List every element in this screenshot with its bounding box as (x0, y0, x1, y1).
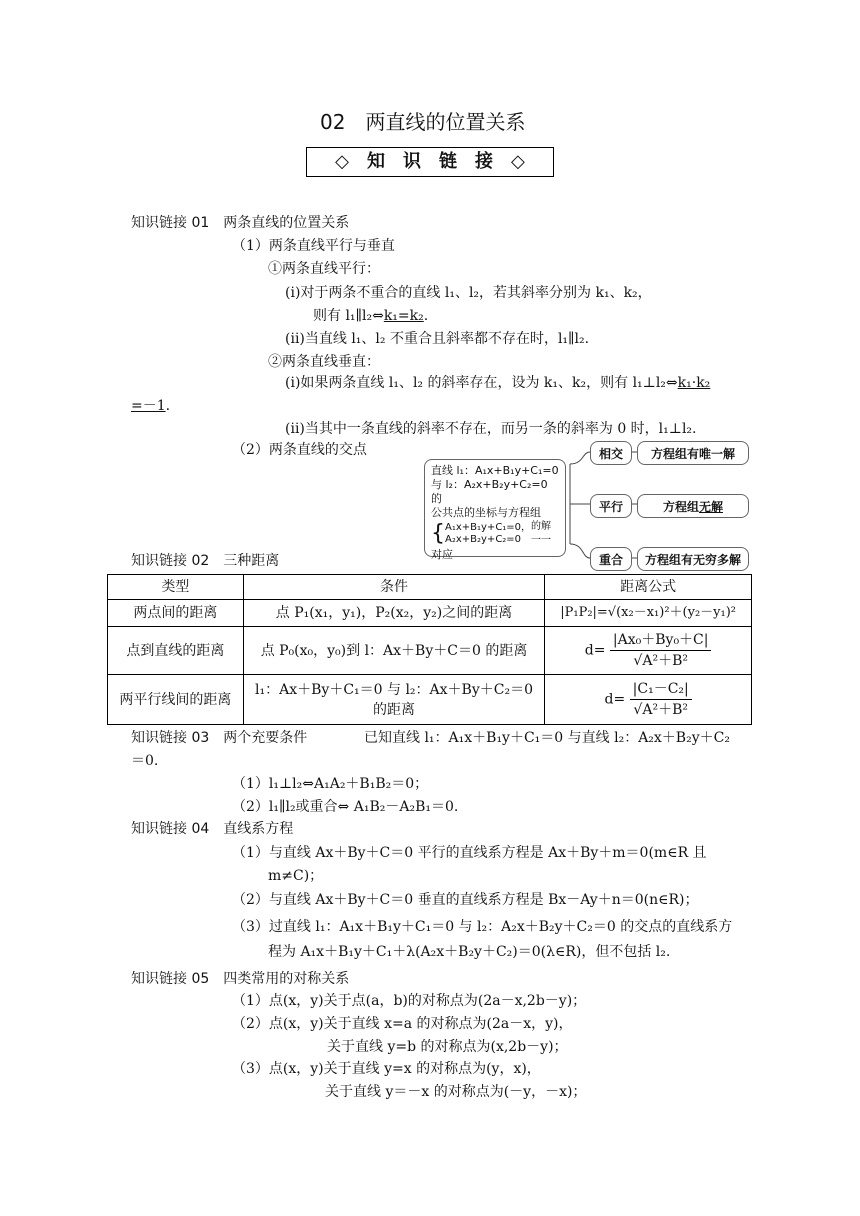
s1-p4-dot: . (423, 308, 429, 324)
s1-p4-text: 则有 l₁∥l₂⇔ (313, 308, 384, 324)
section-02-heading: 知识链接 02 三种距离 (131, 553, 280, 569)
td-cond (243, 675, 544, 725)
mm-result-parallel (637, 494, 749, 518)
s1-p9: (ⅱ)当其中一条直线的斜率不存在，而另一条的斜率为 0 时，l₁⊥l₂. (285, 421, 697, 437)
fraction-den: √A²＋B² (633, 653, 688, 669)
fraction-num: |C₁－C₂| (630, 679, 692, 700)
mm-node-coincide: 重合 (590, 547, 632, 571)
mindmap-center-box (424, 459, 566, 561)
mm-line-4: A₁x+B₁y+C₁=0， (445, 522, 532, 533)
td-type: 点到直线的距离 (108, 627, 244, 675)
td-cond-line2: 的距离 (373, 701, 415, 718)
s5-p3: （3）点(x，y)关于直线 y=x 的对称点为(y，x)， (232, 1061, 541, 1077)
table-row (108, 627, 752, 675)
s1-p3: (ⅰ)对于两条不重合的直线 l₁、l₂，若其斜率分别为 k₁、k₂， (285, 285, 652, 301)
formula-lhs: d= (604, 691, 626, 708)
s1-p8-underline: =－1 (131, 398, 166, 414)
s1-p8 (131, 396, 170, 416)
mm-system (431, 520, 559, 548)
s1-p5: (ⅱ)当直线 l₁、l₂ 不重合且斜率都不存在时，l₁∥l₂. (285, 331, 590, 347)
formula-lhs: d= (584, 642, 606, 659)
s5-p1: （1）点(x，y)关于点(a，b)的对称点为(2a－x,2b－y)； (232, 993, 587, 1009)
s5-p2: （2）点(x，y)关于直线 x=a 的对称点为(2a－x，y)， (232, 1016, 573, 1032)
td-cond: 点 P₁(x₁，y₁)，P₂(x₂，y₂)之间的距离 (243, 600, 544, 627)
s3-p2: （2）l₁∥l₂或重合⇔ A₁B₂－A₂B₁＝0. (232, 799, 459, 815)
s3-p1: （1）l₁⊥l₂⇔A₁A₂＋B₁B₂＝0； (232, 776, 429, 792)
td-formula (545, 675, 752, 725)
s4-p3: （3）过直线 l₁：A₁x＋B₁y＋C₁＝0 与 l₂：A₂x＋B₂y＋C₂＝0 的交点的直线系方 (232, 919, 733, 935)
s3-intro2: ＝0. (131, 753, 159, 769)
fraction-num: |Ax₀＋By₀＋C| (610, 630, 712, 651)
s1-p7-text: (ⅰ)如果两条直线 l₁、l₂ 的斜率存在，设为 k₁、k₂，则有 l₁⊥l₂⇔ (285, 375, 678, 391)
td-type: 两点间的距离 (108, 600, 244, 627)
s4-p1b: m≠C)； (268, 868, 324, 884)
td-formula: |P₁P₂|=√(x₂－x₁)²＋(y₂－y₁)² (545, 600, 752, 627)
fraction-den: √A²＋B² (633, 702, 688, 718)
fraction (610, 630, 712, 671)
section-01-heading: 知识链接 01 两条直线的位置关系 (131, 215, 350, 231)
th-formula: 距离公式 (545, 575, 752, 600)
s4-p2: （2）与直线 Ax＋By＋C＝0 垂直的直线系方程是 Bx－Ay＋n＝0(n∈R)； (232, 892, 699, 908)
table-header-row (108, 575, 752, 600)
table-row (108, 600, 752, 627)
mm-line-5: A₂x+B₂y+C₂=0 (445, 534, 522, 545)
mm-node-intersect: 相交 (590, 441, 632, 465)
s1-p1: （1）两条直线平行与垂直 (232, 238, 395, 254)
s1-p7 (285, 373, 710, 393)
s1-p7-underline: k₁·k₂ (677, 375, 711, 391)
mm-line-2: 与 l₂：A₂x+B₂y+C₂=0 的 (431, 478, 548, 505)
mm-tail: 的解一一 (531, 521, 552, 546)
mm-line-1: 直线 l₁：A₁x+B₁y+C₁=0 (431, 464, 559, 477)
td-formula (545, 627, 752, 675)
s1-p2: ①两条直线平行： (268, 261, 380, 277)
td-type: 两平行线间的距离 (108, 675, 244, 725)
s4-p1: （1）与直线 Ax＋By＋C＝0 平行的直线系方程是 Ax＋By＋m＝0(m∈R 且 (232, 845, 707, 861)
mm-result-parallel-text: 方程组 (662, 499, 699, 514)
s1-p8-dot: . (165, 398, 171, 414)
s5-p3b: 关于直线 y＝－x 的对称点为(－y，－x)； (325, 1084, 587, 1100)
th-type: 类型 (108, 575, 244, 600)
td-cond: 点 P₀(x₀，y₀)到 l：Ax＋By＋C＝0 的距离 (243, 627, 544, 675)
fraction (630, 679, 692, 720)
section-04-heading: 知识链接 04 直线系方程 (131, 821, 294, 837)
mm-system-eqs (445, 522, 531, 546)
mm-line-3: 公共点的坐标与方程组 (431, 506, 541, 519)
s1-p4-underline: k₁=k₂ (383, 308, 424, 324)
s1-p10: （2）两条直线的交点 (232, 442, 367, 458)
brace-icon: { (431, 521, 445, 546)
distance-table (107, 574, 752, 725)
td-cond-line1: l₁：Ax＋By＋C₁＝0 与 l₂：Ax＋By＋C₂＝0 (255, 681, 533, 698)
section-05-heading: 知识链接 05 四类常用的对称关系 (131, 971, 350, 987)
s5-p2b: 关于直线 y=b 的对称点为(x,2b－y)； (327, 1039, 568, 1055)
section-03-heading: 知识链接 03 两个充要条件 (131, 730, 308, 746)
s1-p4 (313, 306, 428, 326)
section-banner: ◇ 知 识 链 接 ◇ (306, 147, 554, 177)
mm-node-parallel: 平行 (590, 494, 632, 518)
mm-result-parallel-underline: 无解 (699, 499, 724, 514)
mm-result-intersect: 方程组有唯一解 (637, 441, 749, 465)
s4-p3b: 程为 A₁x＋B₁y＋C₁＋λ(A₂x＋B₂y＋C₂)＝0(λ∈R)，但不包括 l₂. (268, 944, 671, 960)
s1-p6: ②两条直线垂直： (268, 354, 380, 370)
mm-result-coincide: 方程组有无穷多解 (637, 547, 749, 571)
th-cond: 条件 (243, 575, 544, 600)
mm-line-6: 对应 (431, 548, 453, 561)
s3-intro: 已知直线 l₁：A₁x＋B₁y＋C₁＝0 与直线 l₂：A₂x＋B₂y＋C₂ (364, 730, 730, 746)
table-row (108, 675, 752, 725)
page-title: 02 两直线的位置关系 (320, 110, 526, 134)
